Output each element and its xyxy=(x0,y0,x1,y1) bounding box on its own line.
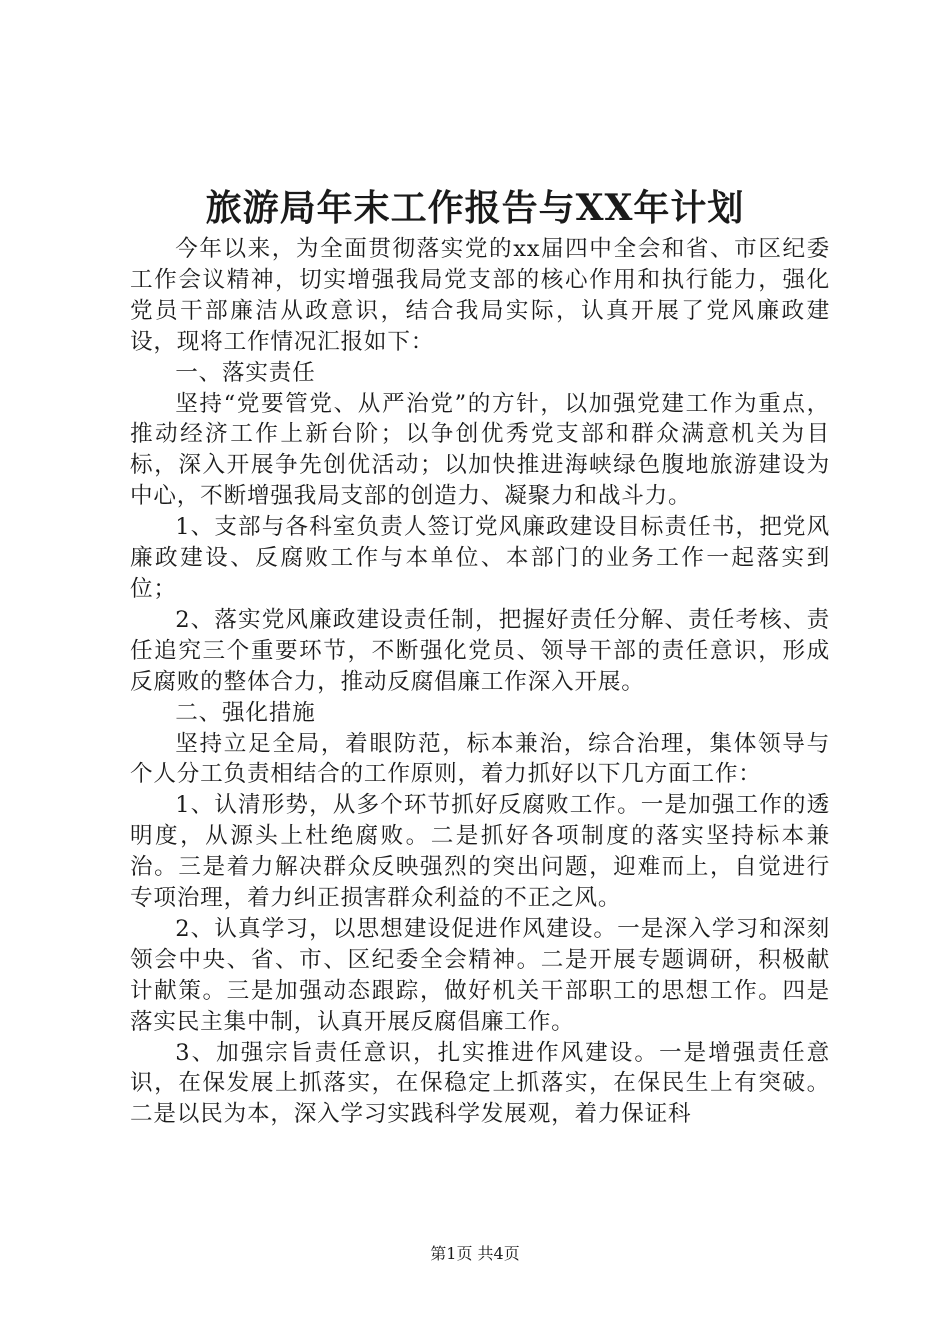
intro-paragraph: 今年以来，为全面贯彻落实党的xx届四中全会和省、市区纪委工作会议精神，切实增强我局党支部的核心作用和执行能力，强化党员干部廉洁从政意识，结合我局实际，认真开展了党风廉政建设，现将工作情况汇报如下： xyxy=(130,236,830,355)
section-heading-2: 二、强化措施 xyxy=(175,699,316,726)
section-1-item-1: 1、支部与各科室负责人签订党风廉政建设目标责任书，把党风廉政建设、反腐败工作与本单位、本部门的业务工作一起落实到位； xyxy=(130,514,830,602)
section-1-paragraph: 坚持“党要管党、从严治党”的方针，以加强党建工作为重点，推动经济工作上新台阶；以争创优秀党支部和群众满意机关为目标，深入开展争先创优活动；以加快推进海峡绿色腹地旅游建设为中心，不断增强我局支部的创造力、凝聚力和战斗力。 xyxy=(130,390,830,510)
document-body xyxy=(130,234,830,1130)
document-title: 旅游局年末工作报告与XX年计划 xyxy=(205,187,745,229)
page-number-footer: 第1页 共4页 xyxy=(430,1244,520,1263)
section-2-item-1: 1、认清形势，从多个环节抓好反腐败工作。一是加强工作的透明度，从源头上杜绝腐败。二是抓好各项制度的落实坚持标本兼治。三是着力解决群众反映强烈的突出问题，迎难而上，自觉进行专项治理，着力纠正损害群众利益的不正之风。 xyxy=(130,792,830,912)
section-2-item-2: 2、认真学习，以思想建设促进作风建设。一是深入学习和深刻领会中央、省、市、区纪委全会精神。二是开展专题调研，积极献计献策。三是加强动态跟踪，做好机关干部职工的思想工作。四是落实民主集中制，认真开展反腐倡廉工作。 xyxy=(130,915,830,1035)
section-2-paragraph: 坚持立足全局，着眼防范，标本兼治，综合治理，集体领导与个人分工负责相结合的工作原则，着力抓好以下几方面工作： xyxy=(130,730,830,788)
section-heading-1: 一、落实责任 xyxy=(175,359,316,386)
section-1-item-2: 2、落实党风廉政建设责任制，把握好责任分解、责任考核、责任追究三个重要环节，不断强化党员、领导干部的责任意识，形成反腐败的整体合力，推动反腐倡廉工作深入开展。 xyxy=(130,606,830,695)
section-2-item-3: 3、加强宗旨责任意识，扎实推进作风建设。一是增强责任意识，在保发展上抓落实，在保稳定上抓落实，在保民生上有突破。二是以民为本，深入学习实践科学发展观，着力保证科 xyxy=(130,1039,830,1128)
